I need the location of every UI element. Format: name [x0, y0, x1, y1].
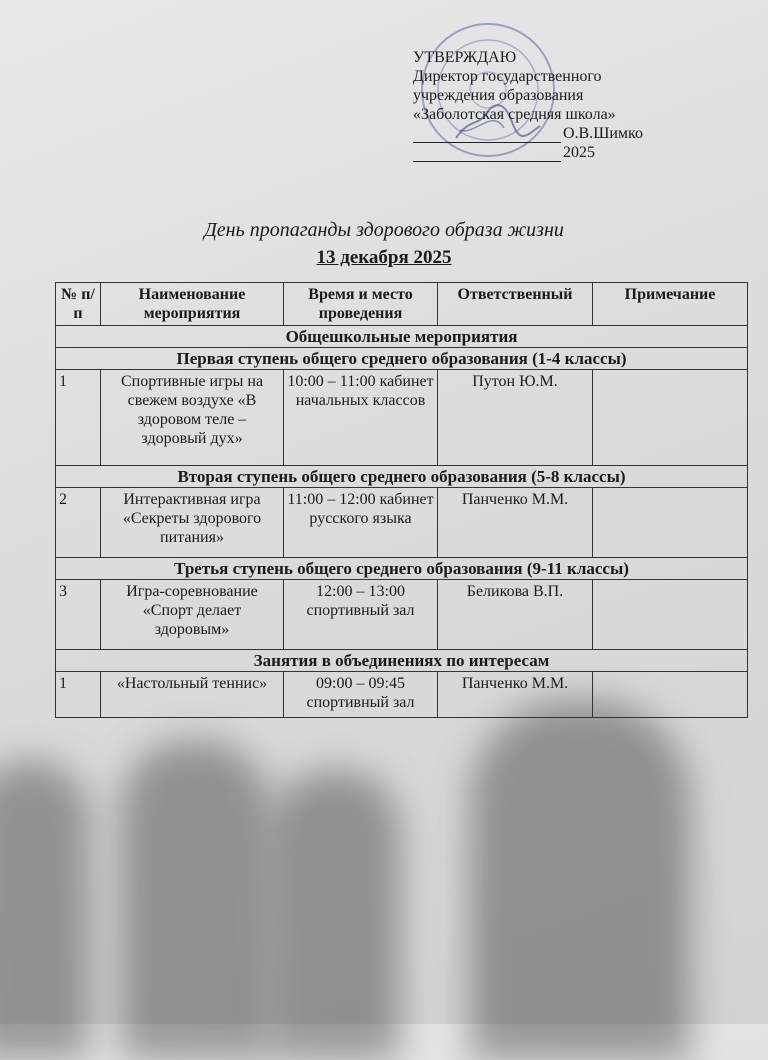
row-number: 1: [56, 672, 101, 718]
row-number: 3: [56, 580, 101, 650]
header-name: Наименование мероприятия: [101, 283, 284, 326]
event-responsible: Путон Ю.М.: [438, 370, 593, 466]
group-row: [56, 558, 748, 580]
table-header-row: [56, 283, 748, 326]
approval-heading: УТВЕРЖДАЮ: [413, 49, 517, 66]
group-row: [56, 650, 748, 672]
header-time-place: Время и место проведения: [284, 283, 438, 326]
event-note: [593, 672, 748, 718]
group-title: Третья ступень общего среднего образования (9-11 классы): [56, 558, 748, 580]
schedule-table: [55, 282, 748, 718]
date-blank: [413, 146, 561, 162]
shadow-left: [0, 760, 90, 1060]
group-row: [56, 348, 748, 370]
approval-year: 2025: [563, 144, 595, 161]
shadow-center: [270, 770, 400, 1060]
event-time-place: 10:00 – 11:00 кабинет начальных классов: [284, 370, 438, 466]
event-time-place: 09:00 – 09:45 спортивный зал: [284, 672, 438, 718]
event-responsible: Панченко М.М.: [438, 672, 593, 718]
signature-line: [413, 124, 673, 143]
approval-line-3: «Заболотская средняя школа»: [413, 106, 616, 123]
event-name: «Настольный теннис»: [101, 672, 284, 718]
approval-line-2: учреждения образования: [413, 87, 584, 104]
signature-blank: [413, 127, 561, 143]
event-name: Игра-соревнование «Спорт делает здоровым»: [101, 580, 284, 650]
event-responsible: Панченко М.М.: [438, 488, 593, 558]
group-title: Занятия в объединениях по интересам: [56, 650, 748, 672]
section-row: [56, 326, 748, 348]
approval-line-1: Директор государственного: [413, 68, 602, 85]
document-title: День пропаганды здорового образа жизни: [204, 219, 564, 241]
table-row: [56, 580, 748, 650]
document-date: 13 декабря 2025: [316, 247, 452, 268]
event-name: Спортивные игры на свежем воздухе «В здоровом теле – здоровый дух»: [101, 370, 284, 466]
header-number: № п/п: [56, 283, 101, 326]
header-responsible: Ответственный: [438, 283, 593, 326]
approval-block: [413, 48, 673, 162]
event-time-place: 12:00 – 13:00 спортивный зал: [284, 580, 438, 650]
table-row: [56, 370, 748, 466]
group-row: [56, 466, 748, 488]
event-note: [593, 580, 748, 650]
date-line: [413, 143, 673, 162]
event-note: [593, 488, 748, 558]
header-note: Примечание: [593, 283, 748, 326]
approval-signer: О.В.Шимко: [563, 125, 644, 142]
event-name: Интерактивная игра «Секреты здорового питания»: [101, 488, 284, 558]
group-title: Вторая ступень общего среднего образования (5-8 классы): [56, 466, 748, 488]
table-row: [56, 488, 748, 558]
table-row: [56, 672, 748, 718]
school-section-title: Общешкольные мероприятия: [56, 326, 748, 348]
shadow-right: [470, 700, 690, 1060]
row-number: 2: [56, 488, 101, 558]
group-title: Первая ступень общего среднего образования (1-4 классы): [56, 348, 748, 370]
event-time-place: 11:00 – 12:00 кабинет русского языка: [284, 488, 438, 558]
event-note: [593, 370, 748, 466]
shadow-center-left: [120, 740, 270, 1060]
row-number: 1: [56, 370, 101, 466]
event-responsible: Беликова В.П.: [438, 580, 593, 650]
